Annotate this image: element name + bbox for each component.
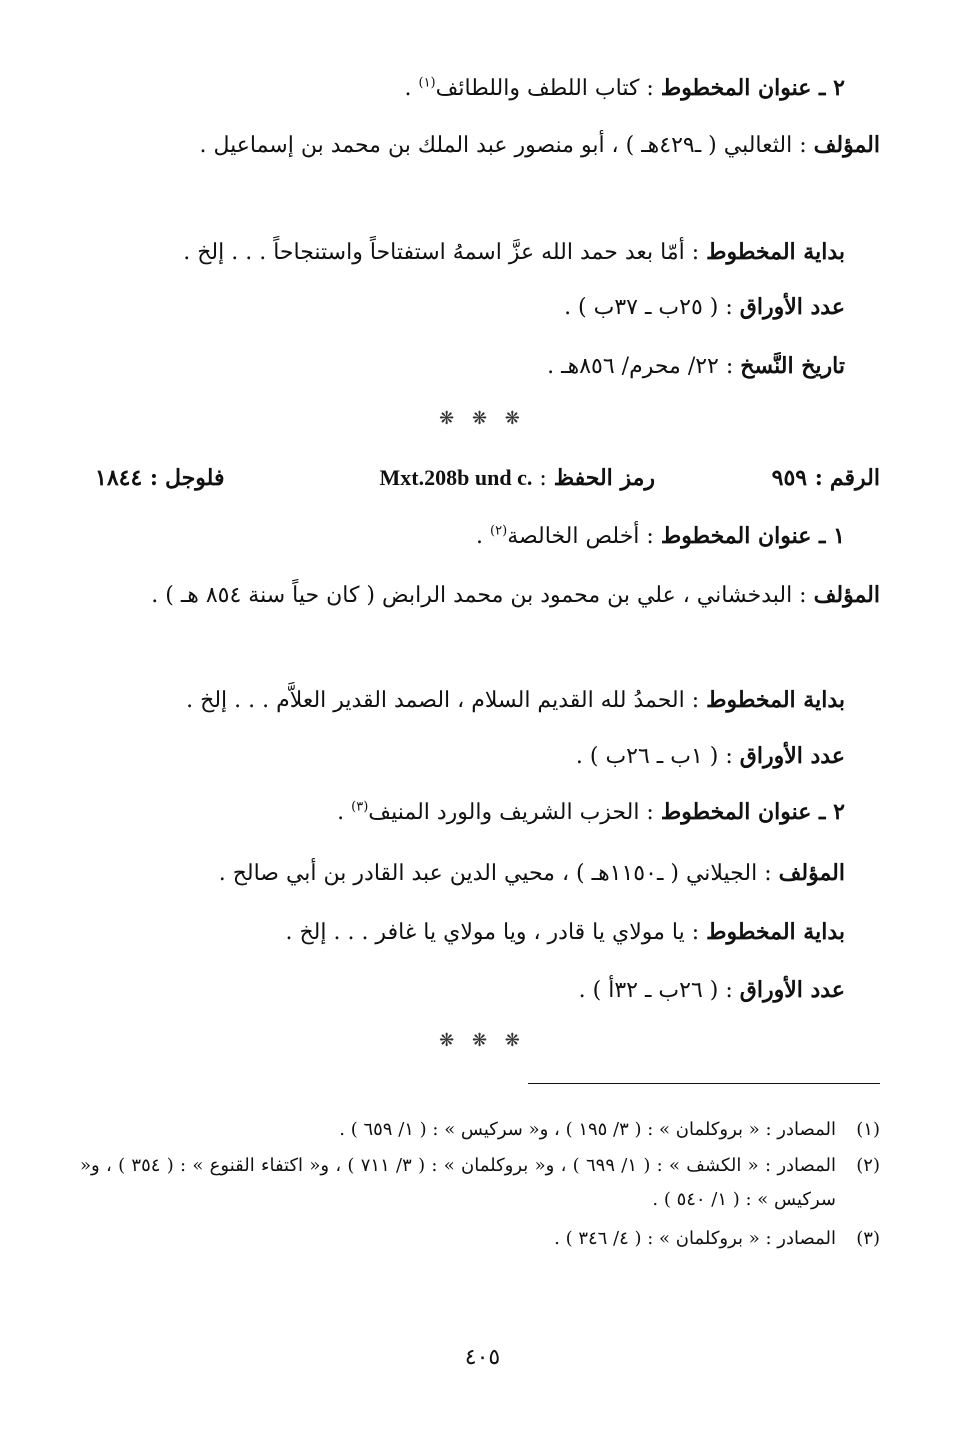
field-label: ١ ـ عنوان المخطوط [660, 523, 845, 549]
field-label: بداية المخطوط [706, 919, 845, 945]
field-label: ٢ ـ عنوان المخطوط [660, 799, 845, 825]
footnote-text: المصادر : « الكشف » : ( ١/ ٦٩٩ ) ، و« بروكلمان » : ( ٣/ ٧١١ ) ، و« اكتفاء القنوع » : ( ٣٥٤ ) ، و« سركيس » : ( ١/ ٥٤٠ ) . [80, 1155, 837, 1210]
footnote-text: المصادر : « بروكلمان » : ( ٤/ ٣٤٦ ) . [554, 1228, 836, 1249]
field-value: : الثعالبي ( ـ٤٢٩هـ ) ، أبو منصور عبد الملك بن محمد بن إسماعيل . [199, 133, 807, 158]
author-line [85, 122, 880, 169]
footnote-rule [528, 1083, 880, 1084]
field-value: : أخلص الخالصة [507, 524, 654, 549]
field-label: الرقم [829, 465, 880, 491]
field-value: : ٩٥٩ [771, 465, 823, 491]
field-colon: : [539, 466, 547, 491]
punctuation: . [337, 800, 345, 825]
field-value: : ١٨٤٤ [95, 465, 159, 491]
author-line [85, 572, 880, 619]
field-value: : أمّا بعد حمد الله عزَّ اسمهُ استفتاحاً واستنجاحاً . . . إلخ . [183, 240, 700, 265]
field-value: : ( ٢٦ب ـ ٣٢أ ) . [578, 978, 733, 1003]
punctuation: . [476, 524, 484, 549]
field-label: المؤلف [813, 582, 880, 608]
field-value: : الحزب الشريف والورد المنيف [368, 800, 654, 825]
footnote-ref: (٣) [351, 799, 369, 815]
footnote-text: المصادر : « بروكلمان » : ( ٣/ ١٩٥ ) ، و« سركيس » : ( ١/ ٦٥٩ ) . [339, 1119, 836, 1140]
footnote [80, 1113, 880, 1147]
footnote-number: (٣) [856, 1228, 880, 1249]
field-label: تاريخ النَّسخ [740, 353, 845, 379]
manuscript-start-line [60, 236, 845, 269]
footnote-ref: (١) [418, 75, 436, 91]
field-label: عدد الأوراق [739, 294, 845, 320]
field-label: المؤلف [778, 860, 845, 886]
page-number: ٤٠٥ [464, 1345, 501, 1370]
record-number [772, 462, 880, 495]
field-label: رمز الحفظ [553, 465, 655, 491]
field-label: فلوجل [165, 465, 225, 491]
field-value: : البدخشاني ، علي بن محمود بن محمد الرابض ( كان حياً سنة ٨٥٤ هـ ) . [151, 583, 807, 608]
field-value: : ( ١ب ـ ٢٦ب ) . [575, 744, 733, 769]
manuscript-start-line [60, 684, 845, 717]
manuscript-title-line [60, 796, 845, 829]
field-value: : ( ٢٥ب ـ ٣٧ب ) . [564, 295, 733, 320]
manuscript-start-line [60, 916, 845, 949]
shelf-mark [380, 462, 655, 495]
manuscript-title-line [60, 72, 845, 105]
field-value: : يا مولاي يا قادر ، ويا مولاي يا غافر . . . إلخ . [285, 920, 700, 945]
footnote-number: (٢) [856, 1155, 880, 1176]
fluegel-number [95, 462, 224, 495]
leaves-count-line [60, 740, 845, 773]
leaves-count-line [60, 974, 845, 1007]
field-label: ٢ ـ عنوان المخطوط [660, 75, 845, 101]
footnote-ref: (٢) [490, 523, 508, 539]
copy-date-line [60, 350, 845, 383]
field-label: بداية المخطوط [706, 687, 845, 713]
field-value: : كتاب اللطف واللطائف [435, 76, 654, 101]
field-label: عدد الأوراق [739, 977, 845, 1003]
manuscript-title-line [60, 520, 845, 553]
field-value: : الجيلاني ( ـ١١٥٠هـ ) ، محيي الدين عبد القادر بن أبي صالح . [218, 861, 772, 886]
section-separator: ❋ ❋ ❋ [439, 1030, 526, 1051]
punctuation: . [404, 76, 412, 101]
footnote-number: (١) [856, 1119, 880, 1140]
section-separator: ❋ ❋ ❋ [439, 408, 526, 429]
author-line [60, 857, 845, 890]
field-label: المؤلف [813, 132, 880, 158]
leaves-count-line [60, 291, 845, 324]
field-value: : الحمدُ لله القديم السلام ، الصمد القدير العلاَّم . . . إلخ . [186, 688, 700, 713]
footnote [80, 1149, 880, 1217]
field-value: Mxt.208b und c. [379, 465, 533, 490]
footnote [80, 1222, 880, 1256]
field-label: عدد الأوراق [739, 743, 845, 769]
field-value: : ٢٢/ محرم/ ٨٥٦هـ . [547, 354, 734, 379]
field-label: بداية المخطوط [706, 239, 845, 265]
